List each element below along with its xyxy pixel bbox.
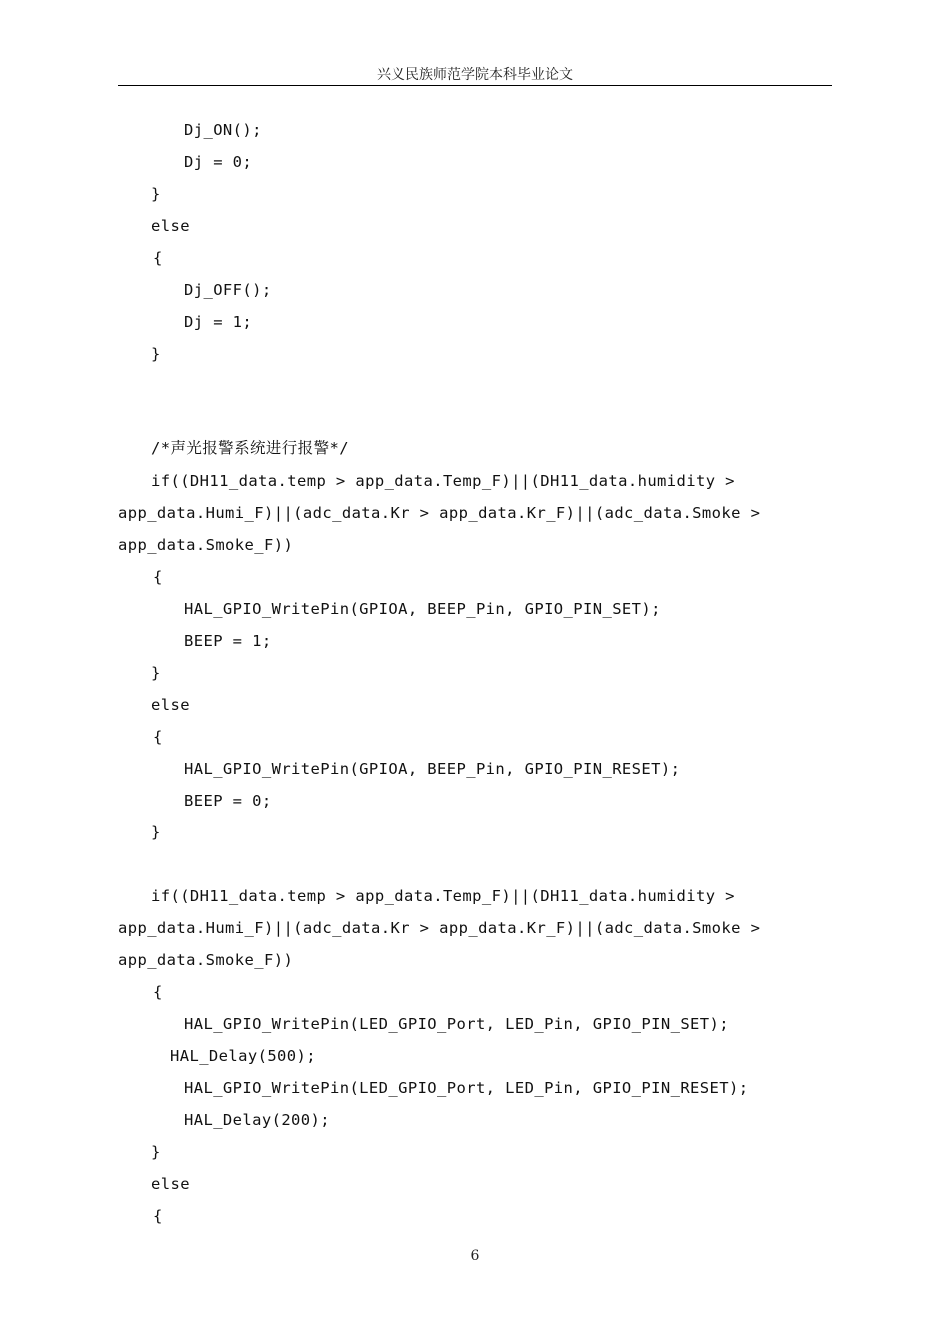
code-line: } — [151, 823, 161, 841]
code-line: Dj = 0; — [184, 153, 253, 171]
code-line: Dj = 1; — [184, 313, 253, 331]
code-line: HAL_Delay(200); — [184, 1111, 330, 1129]
code-line: HAL_GPIO_WritePin(LED_GPIO_Port, LED_Pin, GPIO_PIN_SET); — [184, 1015, 729, 1033]
code-line: { — [153, 1207, 163, 1225]
code-line: Dj_ON(); — [184, 121, 262, 139]
code-comment: /*声光报警系统进行报警*/ — [151, 439, 349, 457]
code-line: HAL_GPIO_WritePin(GPIOA, BEEP_Pin, GPIO_PIN_SET); — [184, 600, 661, 618]
page-number: 6 — [470, 1248, 480, 1264]
code-line: } — [151, 664, 161, 682]
code-line: else — [151, 1175, 190, 1193]
code-line: { — [153, 983, 163, 1001]
page-header: 兴义民族师范学院本科毕业论文 — [377, 67, 573, 83]
code-line: Dj_OFF(); — [184, 281, 272, 299]
code-line: { — [153, 728, 163, 746]
code-line: if((DH11_data.temp > app_data.Temp_F)||(DH11_data.humidity > — [151, 887, 735, 905]
code-line: } — [151, 1143, 161, 1161]
code-line: app_data.Smoke_F)) — [118, 536, 294, 554]
code-line: { — [153, 568, 163, 586]
code-line: { — [153, 249, 163, 267]
code-line: else — [151, 217, 190, 235]
code-line: BEEP = 1; — [184, 632, 272, 650]
code-line: HAL_GPIO_WritePin(LED_GPIO_Port, LED_Pin, GPIO_PIN_RESET); — [184, 1079, 749, 1097]
code-line: else — [151, 696, 190, 714]
code-line: } — [151, 345, 161, 363]
code-line: app_data.Humi_F)||(adc_data.Kr > app_data.Kr_F)||(adc_data.Smoke > — [118, 919, 761, 937]
code-line: BEEP = 0; — [184, 792, 272, 810]
code-line: HAL_GPIO_WritePin(GPIOA, BEEP_Pin, GPIO_PIN_RESET); — [184, 760, 681, 778]
code-line: app_data.Humi_F)||(adc_data.Kr > app_data.Kr_F)||(adc_data.Smoke > — [118, 504, 761, 522]
code-line: } — [151, 185, 161, 203]
code-line: HAL_Delay(500); — [170, 1047, 316, 1065]
code-line: app_data.Smoke_F)) — [118, 951, 294, 969]
code-line: if((DH11_data.temp > app_data.Temp_F)||(DH11_data.humidity > — [151, 472, 735, 490]
